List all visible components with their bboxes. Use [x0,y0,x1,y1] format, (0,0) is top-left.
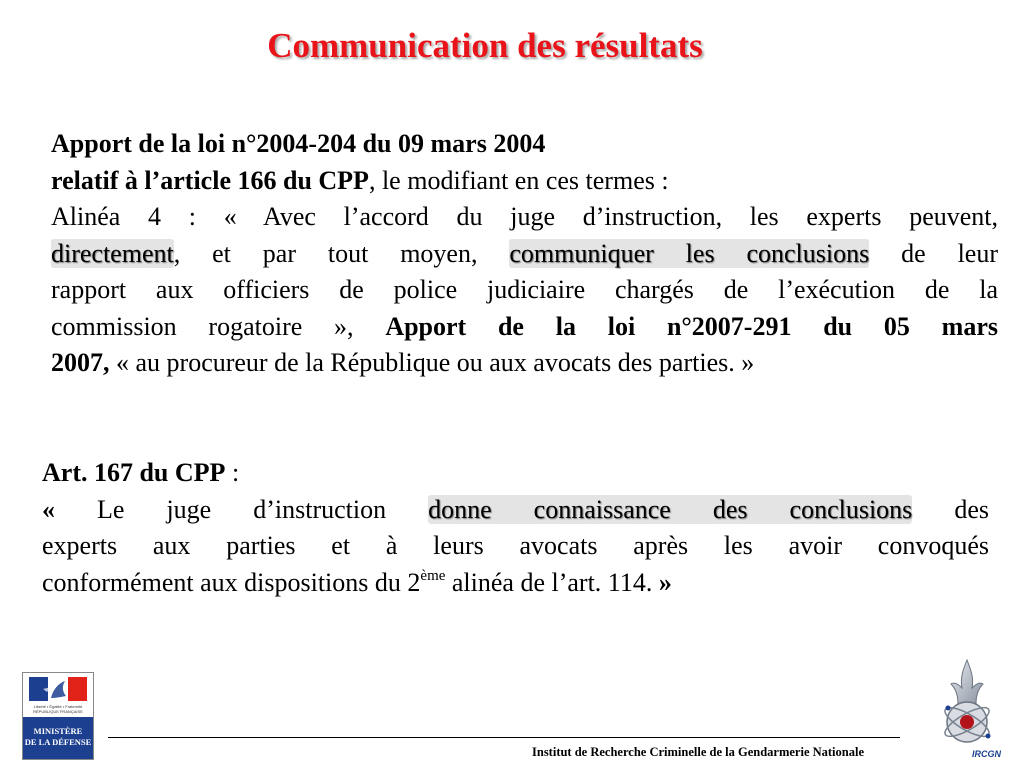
paragraph-text: des [912,494,989,524]
paragraph-line [51,309,998,346]
ministry-name-line: DE LA DÉFENSE [24,737,92,747]
highlight-directement: directement [51,238,174,268]
paragraph-text: de leur [869,238,998,268]
ministry-name-line: MINISTÈRE [33,726,83,736]
paragraph-text: « au procureur de la République ou aux avocats des parties. » [109,348,755,377]
superscript-eme: ème [420,567,446,584]
ircgn-emblem-icon [936,656,1001,760]
article-166-reference: relatif à l’article 166 du CPP [51,165,369,195]
paragraph-text: , le modifiant en ces termes : [368,165,669,195]
highlight-donne-connaissance: donne connaissance des conclusions [428,494,913,524]
paragraph-line: rapport aux officiers de police judiciaire chargés de l’exécution de la [51,275,998,304]
paragraph-line [51,126,998,163]
open-quote: « [42,494,55,524]
emblem-label: IRCGN [972,749,1001,759]
paragraph-line: Alinéa 4 : « Avec l’accord du juge d’instruction, les experts peuvent, [51,202,998,231]
slide-title: Communication des résultats [267,26,703,65]
paragraph-text: : [225,458,240,487]
close-quote: » [658,567,672,597]
ministry-logo [22,672,94,760]
paragraph-line [51,345,998,382]
paragraph-text: , et par tout moyen, [173,238,510,268]
highlight-communiquer-conclusions: communiquer les conclusions [509,238,870,268]
marianne-flag-logo [29,677,87,701]
article-167-paragraph [42,455,989,601]
paragraph-text: Le juge d’instruction [55,494,429,524]
logo-motto: Liberté • Égalité • Fraternité RÉPUBLIQUE FRANÇAISE [33,704,83,714]
paragraph-line [51,236,998,273]
paragraph-text: conformément aux dispositions du 2 [42,567,421,597]
paragraph-line [42,565,989,602]
law-heading: Apport de la loi n°2004-204 du 09 mars 2004 [51,129,546,158]
footer-divider [108,737,900,738]
law-2004-paragraph [51,126,998,382]
footer-institute: Institut de Recherche Criminelle de la Gendarmerie Nationale [532,745,865,759]
paragraph-line [51,163,998,200]
law-2007-reference: Apport de la loi n°2007-291 du 05 mars [385,311,998,341]
paragraph-line [42,455,989,492]
paragraph-line [42,492,989,529]
paragraph-text: commission rogatoire », [51,311,386,341]
article-167-heading: Art. 167 du CPP [42,458,226,487]
paragraph-text: alinéa de l’art. 114. [445,567,659,597]
paragraph-line: experts aux parties et à leurs avocats après les avoir convoqués [42,531,989,560]
ministry-name [23,717,93,759]
law-2007-year: 2007, [51,348,110,377]
